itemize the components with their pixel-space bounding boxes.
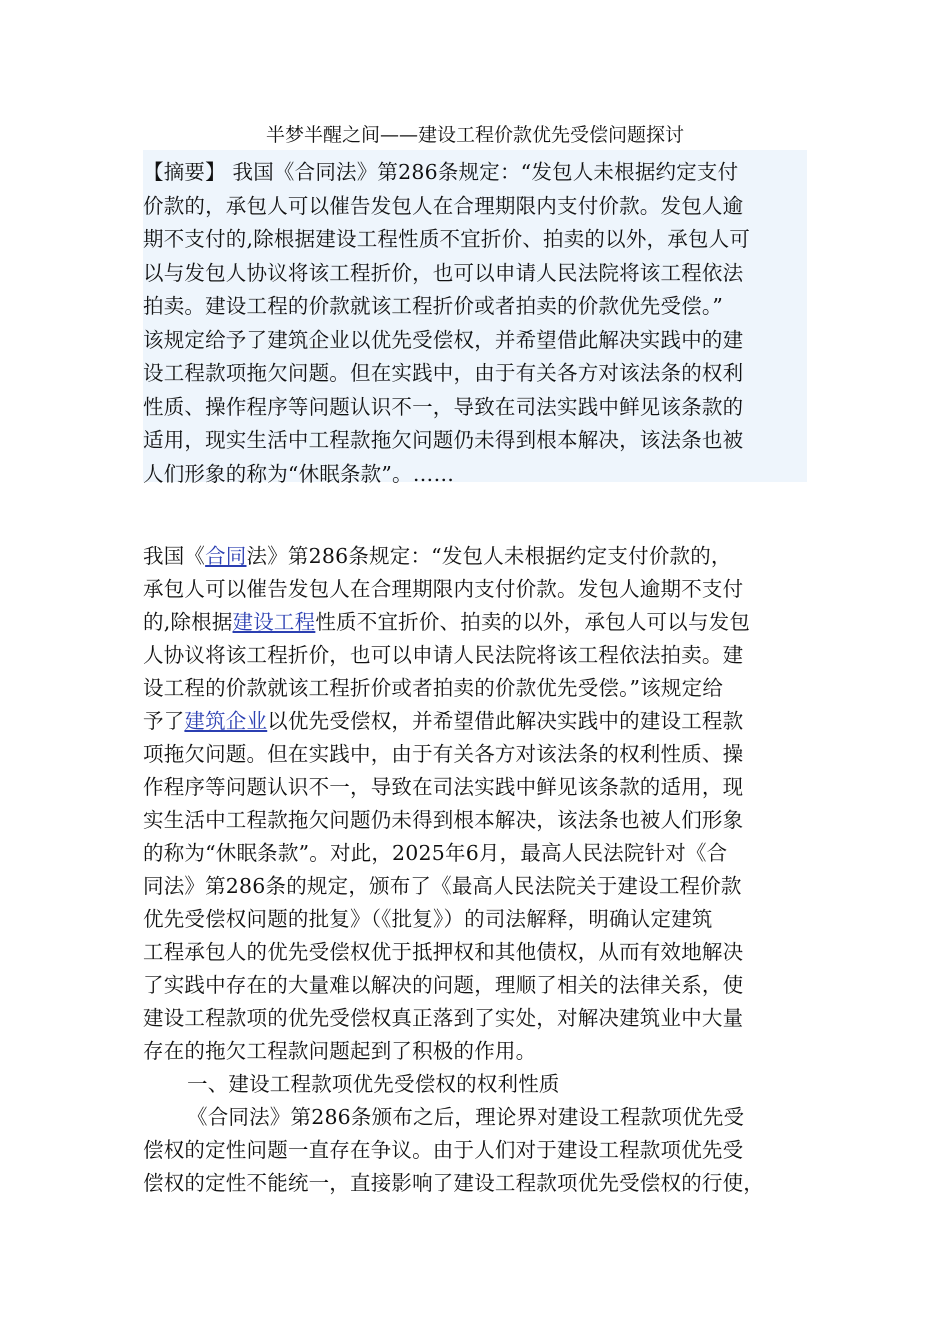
body-line: 项拖欠问题。但在实践中，由于有关各方对该法条的权利性质、操 [143,742,744,766]
body-line [143,540,823,573]
abstract-line: 价款的，承包人可以催告发包人在合理期限内支付价款。发包人逾 [143,193,744,218]
abstract-line: 设工程款项拖欠问题。但在实践中，由于有关各方对该法条的权利 [143,361,744,385]
body-text-segment: 我国《 [143,544,206,568]
body-line [143,705,823,738]
abstract-line: 【摘要】 我国《合同法》第286条规定：“发包人未根据约定支付 [143,160,739,184]
abstract-line: 期不支付的,除根据建设工程性质不宜折价、拍卖的以外，承包人可 [143,227,751,251]
body-line: 建设工程款项的优先受偿权真正落到了实处，对解决建筑业中大量 [143,1006,744,1030]
body-text-segment: 的,除根据 [143,610,233,634]
link-contract[interactable]: 合同 [205,544,247,568]
body-line: 同法》第286条的规定，颁布了《最高人民法院关于建设工程价款 [143,874,742,898]
body-line: 设工程的价款就该工程折价或者拍卖的价款优先受偿。”该规定给 [143,676,724,700]
body-line: 了实践中存在的大量难以解决的问题，理顺了相关的法律关系，使 [143,973,744,997]
body-line: 实生活中工程款拖欠问题仍未得到根本解决，该法条也被人们形象 [143,808,744,832]
body-line: 偿权的定性问题一直存在争议。由于人们对于建设工程款项优先受 [143,1138,744,1162]
body-line: 人协议将该工程折价，也可以申请人民法院将该工程依法拍卖。建 [143,643,744,667]
body-line: 偿权的定性不能统一，直接影响了建设工程款项优先受偿权的行使， [143,1171,764,1195]
body-line: 的称为“休眠条款”。对此，2025年6月，最高人民法院针对《合 [143,841,728,865]
body-line: 存在的拖欠工程款问题起到了积极的作用。 [143,1039,537,1063]
body-line: 承包人可以催告发包人在合理期限内支付价款。发包人逾期不支付 [143,577,744,601]
body-text-segment: 法》第286条规定：“发包人未根据约定支付价款的， [246,544,732,568]
link-construction-project[interactable]: 建设工程 [232,610,316,634]
abstract-line: 适用，现实生活中工程款拖欠问题仍未得到根本解决，该法条也被 [143,428,744,452]
abstract-line: 人们形象的称为“休眠条款”。…… [143,461,455,486]
body-text-segment: 予了 [143,709,185,733]
abstract-line: 拍卖。建设工程的价款就该工程折价或者拍卖的价款优先受偿。” [143,294,724,318]
section-heading: 一、建设工程款项优先受偿权的权利性质 [187,1072,560,1096]
body-line: 《合同法》第286条颁布之后，理论界对建设工程款项优先受 [187,1105,745,1129]
document-title: 半梦半醒之间——建设工程价款优先受偿问题探讨 [265,124,684,146]
body-line: 工程承包人的优先受偿权优于抵押权和其他债权，从而有效地解决 [143,940,744,964]
body-line [143,606,823,639]
article-body [143,540,823,1200]
link-construction-enterprise[interactable]: 建筑企业 [184,709,268,733]
body-line: 作程序等问题认识不一，导致在司法实践中鲜见该条款的适用，现 [143,775,744,799]
abstract-line: 以与发包人协议将该工程折价，也可以申请人民法院将该工程依法 [143,260,744,285]
body-text-segment: 以优先受偿权，并希望借此解决实践中的建设工程款 [267,709,744,733]
abstract-line: 该规定给予了建筑企业以优先受偿权，并希望借此解决实践中的建 [143,327,744,352]
abstract-block [143,150,807,486]
abstract-line: 性质、操作程序等问题认识不一，导致在司法实践中鲜见该条款的 [143,394,744,419]
body-line: 优先受偿权问题的批复》（《批复》）的司法解释，明确认定建筑 [143,907,713,931]
body-text-segment: 性质不宜折价、拍卖的以外，承包人可以与发包 [315,610,751,634]
